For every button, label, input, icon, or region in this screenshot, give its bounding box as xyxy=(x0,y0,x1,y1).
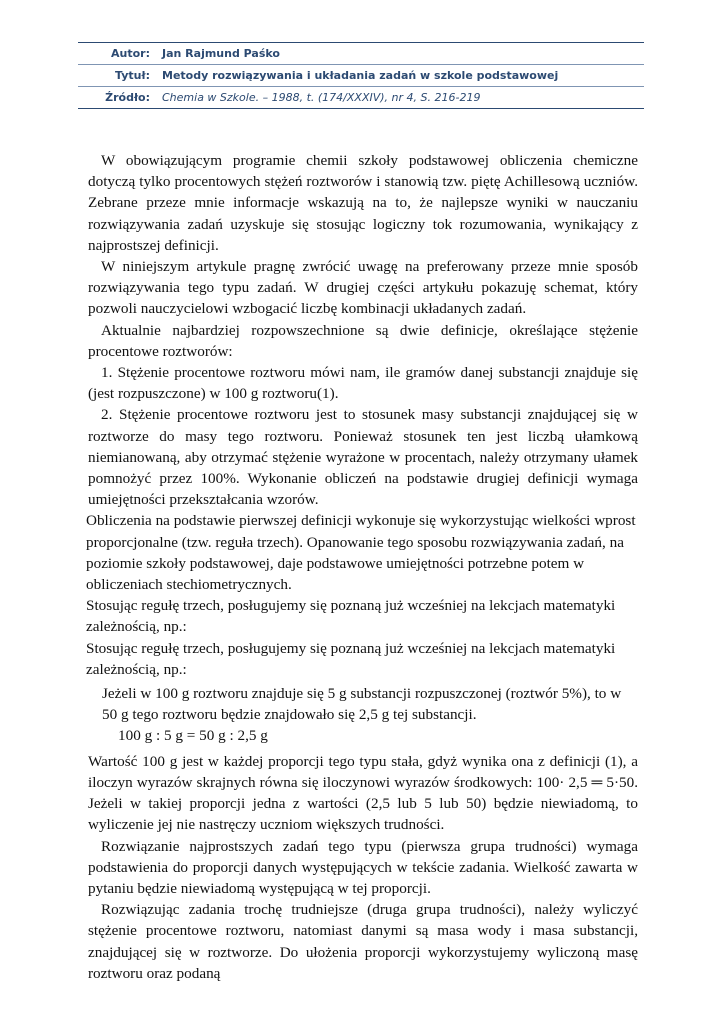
paragraph-rule-of-three: Obliczenia na podstawie pierwszej definicji wykonuje się wykorzystując wielkości wprost proporcjonalne (tzw. reguła trzech). Opanowanie tego sposobu rozwiązywania zadań, na poziomie szkoły podstawowej, daje podstawowe umiejętności potrzebne potem w obliczeniach stechiometrycznych. xyxy=(86,512,636,594)
author-value: Jan Rajmund Paśko xyxy=(162,47,280,60)
title-value: Metody rozwiązywania i układania zadań w szkole podstawowej xyxy=(162,69,559,82)
paragraph-definition-2: 2. Stężenie procentowe roztworu jest to stosunek masy substancji znajdującej się w roztworze do masy tego roztworu. Ponieważ stosunek ten jest liczbą ułamkową niemianowaną, aby otrzymać stężenie wyrażone w procentach, należy otrzymany ułamek pomnożyć przez 100%. Wykonanie obliczeń na podstawie drugiej definicji wymaga umiejętności przekształcania wzorów. xyxy=(88,406,638,509)
source-value: Chemia w Szkole. – 1988, t. (174/XXXIV), nr 4, S. 216-219 xyxy=(162,91,481,104)
paragraph-intro: W obowiązującym programie chemii szkoły podstawowej obliczenia chemiczne dotyczą tylko procentowych stężeń roztworów i stanowią tzw. piętę Achillesową uczniów. Zebrane przeze mnie informacje wskazują na to, że najlepsze wyniki w nauczaniu rozwiązywania zadań uzyskuje się stosując logiczny tok rozumowania, wynikający z najprostszej definicji. xyxy=(88,152,638,254)
author-label: Autor: xyxy=(111,47,150,60)
paragraph-purpose: W niniejszym artykule pragnę zwrócić uwagę na preferowany przeze mnie sposób rozwiązywania tego typu zadań. W drugiej części artykułu pokazuję schemat, który pozwoli nauczycielowi wzbogacić liczbę kombinacji układanych zadań. xyxy=(88,258,638,318)
title-label: Tytuł: xyxy=(115,69,150,82)
article-body xyxy=(88,150,638,984)
paragraph-dependency: Stosując regułę trzech, posługujemy się poznaną już wcześniej na lekcjach matematyki zależnością, np.: xyxy=(86,597,616,636)
document-metadata xyxy=(78,42,644,109)
paragraph-dependency-repeat: Stosując regułę trzech, posługujemy się poznaną już wcześniej na lekcjach matematyki zależnością, np.: xyxy=(86,639,616,678)
source-row xyxy=(78,87,644,108)
paragraph-second-difficulty: Rozwiązując zadania trochę trudniejsze (druga grupa trudności), należy wyliczyć stężenie procentowe roztworu, natomiast danymi są masa wody i masa substancji, znajdującej się w roztworze. Do ułożenia proporcji wykorzystujemy wyliczoną masę roztworu oraz podaną xyxy=(88,901,638,982)
paragraph-constant-value: Wartość 100 g jest w każdej proporcji tego typu stała, gdyż wynika ona z definicji (1), a iloczyn wyrazów skrajnych równa się iloczynowi wyrazów środkowych: 100· 2,5 ═ 5·50. Jeżeli w takiej proporcji jedna z wartości (2,5 lub 5 lub 50) będzie niewiadomą, to wyliczenie jej nie nastręczy uczniom większych trudności. xyxy=(88,752,638,834)
author-row xyxy=(78,43,644,65)
paragraph-example: Jeżeli w 100 g roztworu znajduje się 5 g substancji rozpuszczonej (roztwór 5%), to w 50 g tego roztworu będzie znajdowało się 2,5 g tej substancji. xyxy=(102,685,622,724)
proportion-formula: 100 g : 5 g = 50 g : 2,5 g xyxy=(118,727,268,745)
source-label: Źródło: xyxy=(105,91,150,104)
title-row xyxy=(78,65,644,87)
paragraph-definition-1: 1. Stężenie procentowe roztworu mówi nam, ile gramów danej substancji znajduje się (jest rozpuszczone) w 100 g roztworu(1). xyxy=(88,364,638,403)
paragraph-definitions-intro: Aktualnie najbardziej rozpowszechnione są dwie definicje, określające stężenie procentowe roztworów: xyxy=(88,321,638,360)
paragraph-first-difficulty: Rozwiązanie najprostszych zadań tego typu (pierwsza grupa trudności) wymaga podstawienia do proporcji danych występujących w tekście zadania. Wielkość zawarta w pytaniu będzie niewiadomą występującą w tej proporcji. xyxy=(88,837,638,897)
